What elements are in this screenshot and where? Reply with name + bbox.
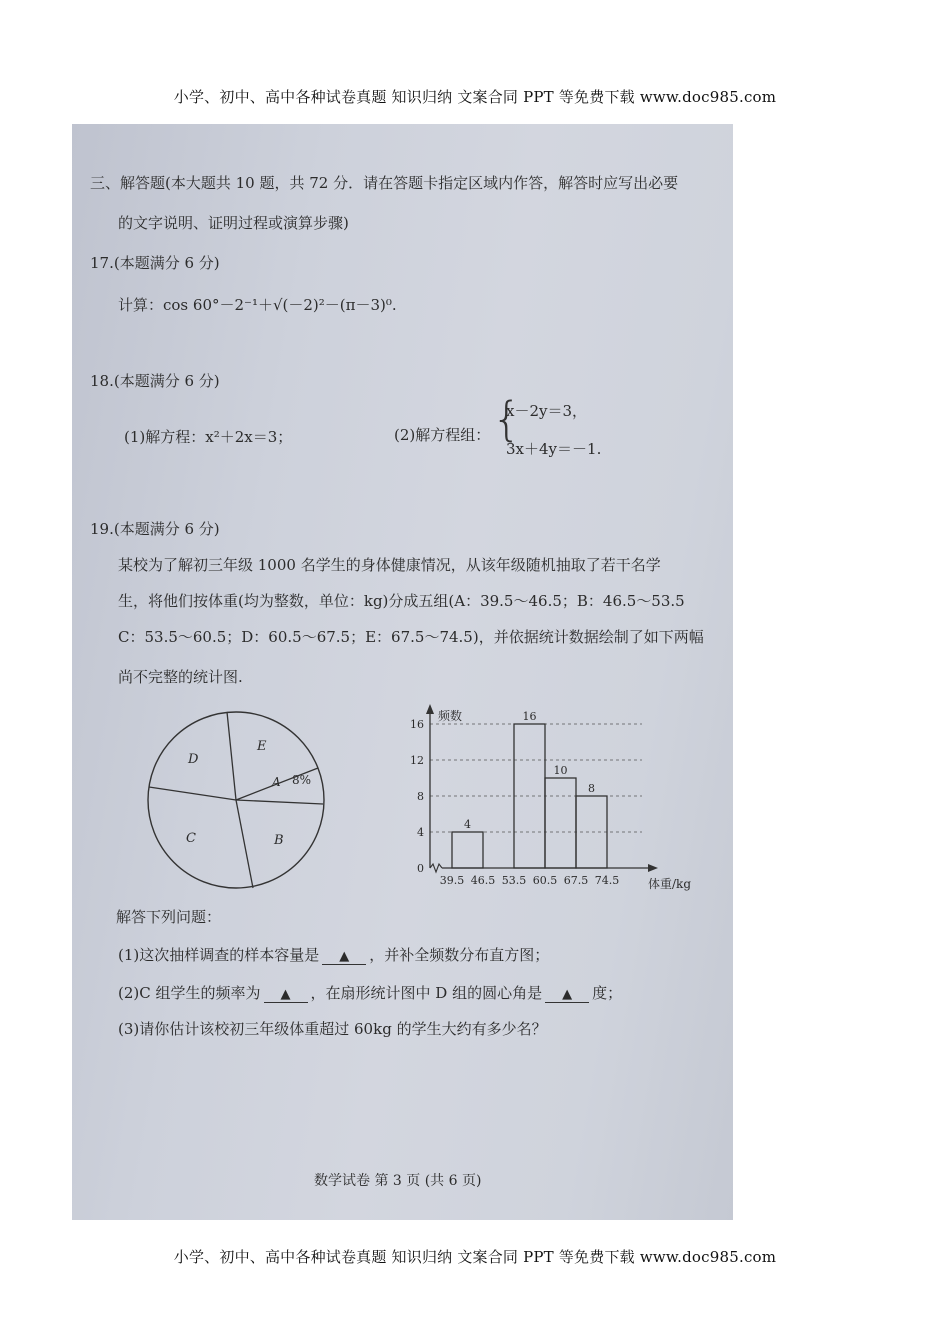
- x-tick-label: 53.5: [501, 874, 527, 887]
- q19-prompt: 解答下列问题：: [116, 908, 222, 926]
- x-axis-title: 体重/kg: [648, 877, 691, 891]
- pie-label-a-percent: 8%: [292, 773, 312, 787]
- x-axis-arrow: [648, 864, 658, 872]
- q17-header: 17.(本题满分 6 分): [90, 254, 220, 272]
- answer-blank-1[interactable]: ▲: [322, 950, 366, 965]
- q19-header: 19.(本题满分 6 分): [90, 520, 220, 538]
- q19-sub2-text-a: (2)C 组学生的频率为: [118, 984, 261, 1002]
- q19-sub2-text-b: ，在扇形统计图中 D 组的圆心角是: [310, 984, 543, 1002]
- y-axis-title: 频数: [438, 709, 463, 723]
- q19-sub3: (3)请你估计该校初三年级体重超过 60kg 的学生大约有多少名？: [118, 1020, 547, 1038]
- bar-value-label: 4: [464, 818, 471, 831]
- histogram-bar: [452, 832, 483, 868]
- section-heading: 三、解答题(本大题共 10 题，共 72 分．请在答题卡指定区域内作答，解答时应写出必要: [90, 174, 679, 192]
- bar-value-label: 10: [553, 764, 568, 777]
- y-tick-label: 8: [417, 790, 424, 803]
- x-tick-label: 67.5: [563, 874, 589, 887]
- bottom-banner: 小学、初中、高中各种试卷真题 知识归纳 文案合同 PPT 等免费下载 www.doc985.com: [173, 1248, 777, 1266]
- q18-header: 18.(本题满分 6 分): [90, 372, 220, 390]
- exam-photo: [72, 124, 733, 1220]
- q19-sub1-text-a: (1)这次抽样调查的样本容量是: [118, 946, 320, 964]
- top-banner: 小学、初中、高中各种试卷真题 知识归纳 文案合同 PPT 等免费下载 www.doc985.com: [173, 88, 777, 106]
- histogram-chart: [412, 702, 702, 902]
- q19-sub1-text-b: ，并补全频数分布直方图；: [369, 946, 550, 964]
- q19-para-1: 某校为了解初三年级 1000 名学生的身体健康情况，从该年级随机抽取了若干名学: [118, 556, 661, 574]
- q19-para-3: C：53.5～60.5；D：60.5～67.5；E：67.5～74.5)，并依据统计数据绘制了如下两幅: [118, 628, 704, 646]
- q19-sub2-text-c: 度；: [592, 984, 623, 1002]
- y-axis-arrow: [426, 704, 434, 714]
- page-footer: 数学试卷 第 3 页 (共 6 页): [314, 1173, 482, 1189]
- q18-eq1: x－2y＝3，: [506, 402, 588, 420]
- y-tick-label: 4: [417, 826, 424, 839]
- x-tick-label: 46.5: [470, 874, 496, 887]
- axis-break-zigzag: [430, 864, 442, 872]
- x-tick-label: 39.5: [439, 874, 465, 887]
- histogram-bar: [545, 778, 576, 868]
- pie-divider-d-e: [227, 712, 236, 800]
- y-tick-label: 0: [417, 862, 424, 875]
- q17-body: 计算：cos 60°－2⁻¹＋√(－2)²－(π－3)⁰.: [118, 296, 397, 314]
- q19-para-4: 尚不完整的统计图.: [118, 668, 243, 686]
- pie-label-b: B: [274, 833, 284, 848]
- x-tick-label: 60.5: [532, 874, 558, 887]
- q19-sub1: [118, 944, 549, 965]
- bar-value-label: 16: [522, 710, 537, 723]
- q19-para-2: 生，将他们按体重(均为整数，单位：kg)分成五组(A：39.5～46.5；B：46.5～53.5: [118, 592, 685, 610]
- q18-part2: (2)解方程组：: [394, 426, 491, 444]
- bar-value-label: 8: [588, 782, 595, 795]
- q18-eq2: 3x＋4y＝－1.: [506, 440, 602, 458]
- pie-divider-c-d: [149, 787, 236, 800]
- equation-brace: {: [492, 392, 522, 446]
- pie-divider-b-c: [236, 800, 253, 888]
- answer-blank-2[interactable]: ▲: [264, 988, 308, 1003]
- pie-label-d: D: [188, 752, 199, 767]
- y-tick-label: 12: [410, 754, 424, 767]
- section-heading-cont: 的文字说明、证明过程或演算步骤): [118, 214, 349, 232]
- pie-divider-a-b: [236, 800, 323, 804]
- pie-label-e: E: [257, 739, 267, 754]
- x-tick-label: 74.5: [594, 874, 620, 887]
- y-tick-label: 16: [410, 718, 424, 731]
- pie-label-a: A: [272, 775, 281, 789]
- answer-blank-3[interactable]: ▲: [545, 988, 589, 1003]
- q18-part1: (1)解方程：x²＋2x＝3；: [124, 428, 293, 446]
- pie-chart: [142, 708, 332, 894]
- q19-sub2: [118, 982, 622, 1003]
- pie-label-c: C: [186, 831, 196, 846]
